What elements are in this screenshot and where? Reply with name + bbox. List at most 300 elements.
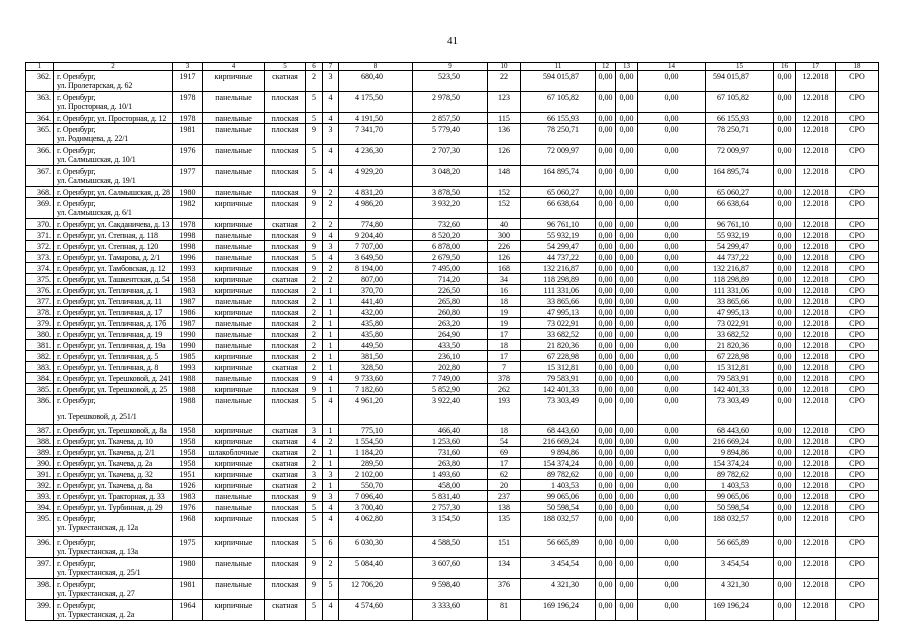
table-row <box>26 166 879 187</box>
cell-method: СРО <box>836 230 879 241</box>
cell-roof-type: плоская <box>265 318 306 329</box>
cell-entrances: 5 <box>323 579 339 600</box>
table-row <box>26 447 879 458</box>
cell-wall-material: панельные <box>203 124 265 145</box>
cell-roof-type: плоская <box>265 124 306 145</box>
cell-deadline: 12.2018 <box>796 373 836 384</box>
cell-year-built: 1987 <box>173 318 203 329</box>
cell-residents: 18 <box>488 296 521 307</box>
cell-roof-type: плоская <box>265 513 306 537</box>
cell-living-area: 466,40 <box>413 425 488 436</box>
cell-entrances: 1 <box>323 329 339 340</box>
cell-method: СРО <box>836 362 879 373</box>
cell-total-area: 381,50 <box>339 351 413 362</box>
cell-deadline: 12.2018 <box>796 113 836 124</box>
cell-deadline: 12.2018 <box>796 318 836 329</box>
cell-col-13: 0,00 <box>616 458 638 469</box>
cell-col-16: 0,00 <box>774 425 796 436</box>
cell-cost: 79 583,91 <box>521 373 596 384</box>
cell-col-12: 0,00 <box>596 373 616 384</box>
cell-total-area: 7 707,00 <box>339 241 413 252</box>
cell-address <box>54 187 173 198</box>
cell-deadline: 12.2018 <box>796 219 836 230</box>
cell-cost: 44 737,22 <box>521 252 596 263</box>
cell-year-built: 1981 <box>173 124 203 145</box>
cell-floors: 4 <box>306 436 323 447</box>
cell-roof-type: скатная <box>265 219 306 230</box>
address-line: ул. Просторная, д. 10/1 <box>57 102 132 111</box>
cell-entrances: 6 <box>323 537 339 558</box>
cell-deadline: 12.2018 <box>796 425 836 436</box>
cell-cost: 55 932,19 <box>521 230 596 241</box>
cell-deadline: 12.2018 <box>796 447 836 458</box>
cell-floors: 9 <box>306 373 323 384</box>
cell-deadline: 12.2018 <box>796 491 836 502</box>
cell-method: СРО <box>836 263 879 274</box>
cell-col-14: 0,00 <box>638 447 706 458</box>
cell-address <box>54 113 173 124</box>
table-row <box>26 351 879 362</box>
address-line: г. Оренбург, ул. Тепличная, д. 19 <box>57 330 163 339</box>
cell-living-area: 9 598,40 <box>413 579 488 600</box>
cell-col-16: 0,00 <box>774 124 796 145</box>
cell-col-13: 0,00 <box>616 558 638 579</box>
table-row <box>26 274 879 285</box>
cell-col-14: 0,00 <box>638 145 706 166</box>
cell-col-12: 0,00 <box>596 219 616 230</box>
cell-living-area: 523,50 <box>413 71 488 92</box>
cell-residents: 378 <box>488 373 521 384</box>
cell-deadline: 12.2018 <box>796 558 836 579</box>
cell-year-built: 1917 <box>173 71 203 92</box>
cell-address <box>54 307 173 318</box>
cell-wall-material: панельные <box>203 187 265 198</box>
cell-col-13: 0,00 <box>616 362 638 373</box>
table-row <box>26 579 879 600</box>
cell-cost: 15 312,81 <box>521 362 596 373</box>
cell-living-area: 6 878,00 <box>413 241 488 252</box>
cell-residents: 18 <box>488 340 521 351</box>
cell-wall-material: панельные <box>203 166 265 187</box>
cell-wall-material: кирпичные <box>203 513 265 537</box>
cell-roof-type: скатная <box>265 71 306 92</box>
cell-address <box>54 241 173 252</box>
cell-roof-type: скатная <box>265 436 306 447</box>
cell-floors: 2 <box>306 285 323 296</box>
cell-roof-type: плоская <box>265 241 306 252</box>
address-line: г. Оренбург, <box>57 538 96 547</box>
cell-col-15: 594 015,87 <box>706 71 774 92</box>
column-header-6: 6 <box>306 63 323 71</box>
cell-deadline: 12.2018 <box>796 537 836 558</box>
cell-total-area: 4 236,30 <box>339 145 413 166</box>
address-line: ул. Туркестанская, д. 27 <box>57 589 135 598</box>
address-line: ул. Салмышская, д. 19/1 <box>57 176 136 185</box>
cell-col-16: 0,00 <box>774 318 796 329</box>
cell-deadline: 12.2018 <box>796 502 836 513</box>
cell-living-area: 2 679,50 <box>413 252 488 263</box>
cell-address <box>54 469 173 480</box>
cell-living-area: 265,80 <box>413 296 488 307</box>
cell-floors: 9 <box>306 384 323 395</box>
cell-deadline: 12.2018 <box>796 307 836 318</box>
cell-deadline: 12.2018 <box>796 166 836 187</box>
cell-total-area: 370,70 <box>339 285 413 296</box>
cell-col-15: 66 155,93 <box>706 113 774 124</box>
cell-living-area: 3 878,50 <box>413 187 488 198</box>
cell-address <box>54 436 173 447</box>
cell-wall-material: панельные <box>203 113 265 124</box>
cell-col-14: 0,00 <box>638 71 706 92</box>
cell-col-12: 0,00 <box>596 145 616 166</box>
cell-roof-type: плоская <box>265 395 306 425</box>
cell-living-area: 433,50 <box>413 340 488 351</box>
cell-col-13: 0,00 <box>616 241 638 252</box>
cell-wall-material: панельные <box>203 296 265 307</box>
table-row <box>26 425 879 436</box>
cell-method: СРО <box>836 198 879 219</box>
cell-col-13: 0,00 <box>616 600 638 621</box>
cell-floors: 9 <box>306 124 323 145</box>
cell-total-area: 774,80 <box>339 219 413 230</box>
cell-entrances: 4 <box>323 113 339 124</box>
cell-col-13: 0,00 <box>616 425 638 436</box>
cell-wall-material: кирпичные <box>203 274 265 285</box>
cell-total-area: 12 706,20 <box>339 579 413 600</box>
table-row <box>26 318 879 329</box>
cell-year-built: 1958 <box>173 458 203 469</box>
cell-wall-material: кирпичные <box>203 285 265 296</box>
cell-col-13: 0,00 <box>616 71 638 92</box>
cell-cost: 73 022,91 <box>521 318 596 329</box>
cell-total-area: 550,70 <box>339 480 413 491</box>
cell-deadline: 12.2018 <box>796 124 836 145</box>
cell-deadline: 12.2018 <box>796 92 836 113</box>
cell-col-15: 73 303,49 <box>706 395 774 425</box>
cell-col-13: 0,00 <box>616 579 638 600</box>
cell-method: СРО <box>836 241 879 252</box>
cell-method: СРО <box>836 340 879 351</box>
address-line: г. Оренбург, ул. Терешковой, д. 8а <box>57 426 167 435</box>
cell-col-13: 0,00 <box>616 187 638 198</box>
cell-residents: 123 <box>488 92 521 113</box>
cell-entrances: 1 <box>323 480 339 491</box>
column-header-3: 3 <box>173 63 203 71</box>
cell-col-13: 0,00 <box>616 513 638 537</box>
cell-wall-material: панельные <box>203 491 265 502</box>
cell-total-area: 6 030,30 <box>339 537 413 558</box>
cell-floors: 5 <box>306 600 323 621</box>
cell-cost: 4 321,30 <box>521 579 596 600</box>
cell-living-area: 458,00 <box>413 480 488 491</box>
cell-method: СРО <box>836 318 879 329</box>
cell-year-built: 1993 <box>173 362 203 373</box>
cell-col-15: 118 298,89 <box>706 274 774 285</box>
cell-row-number: 362. <box>26 71 54 92</box>
cell-address <box>54 296 173 307</box>
cell-roof-type: плоская <box>265 145 306 166</box>
cell-row-number: 363. <box>26 92 54 113</box>
cell-living-area: 5 779,40 <box>413 124 488 145</box>
cell-method: СРО <box>836 124 879 145</box>
cell-address <box>54 447 173 458</box>
cell-col-12: 0,00 <box>596 307 616 318</box>
cell-col-13: 0,00 <box>616 491 638 502</box>
cell-col-15: 33 865,66 <box>706 296 774 307</box>
cell-total-area: 4 929,20 <box>339 166 413 187</box>
cell-cost: 56 665,89 <box>521 537 596 558</box>
address-line: ул. Терешковой, д. 251/1 <box>57 412 137 421</box>
address-line: г. Оренбург, <box>57 396 96 405</box>
cell-deadline: 12.2018 <box>796 145 836 166</box>
cell-year-built: 1958 <box>173 274 203 285</box>
cell-col-15: 4 321,30 <box>706 579 774 600</box>
cell-residents: 19 <box>488 318 521 329</box>
cell-cost: 99 065,06 <box>521 491 596 502</box>
cell-entrances: 4 <box>323 252 339 263</box>
cell-col-16: 0,00 <box>774 558 796 579</box>
cell-row-number: 383. <box>26 362 54 373</box>
cell-col-12: 0,00 <box>596 384 616 395</box>
cell-cost: 73 303,49 <box>521 395 596 425</box>
cell-cost: 54 299,47 <box>521 241 596 252</box>
column-header-7: 7 <box>323 63 339 71</box>
cell-col-16: 0,00 <box>774 113 796 124</box>
table-row <box>26 458 879 469</box>
cell-floors: 9 <box>306 491 323 502</box>
cell-method: СРО <box>836 329 879 340</box>
cell-col-13: 0,00 <box>616 230 638 241</box>
column-header-9: 9 <box>413 63 488 71</box>
cell-address <box>54 502 173 513</box>
address-line: г. Оренбург, ул. Ткачева, д. 32 <box>57 470 153 479</box>
address-line: г. Оренбург, ул. Ткачева, д. 8а <box>57 481 153 490</box>
cell-total-area: 775,10 <box>339 425 413 436</box>
cell-col-12: 0,00 <box>596 71 616 92</box>
cell-deadline: 12.2018 <box>796 241 836 252</box>
cell-address <box>54 579 173 600</box>
cell-residents: 152 <box>488 198 521 219</box>
cell-total-area: 4 986,20 <box>339 198 413 219</box>
cell-col-16: 0,00 <box>774 395 796 425</box>
cell-year-built: 1998 <box>173 230 203 241</box>
cell-col-13: 0,00 <box>616 436 638 447</box>
address-line: г. Оренбург, ул. Тамарова, д. 2/1 <box>57 253 161 262</box>
cell-col-16: 0,00 <box>774 480 796 491</box>
table-row <box>26 340 879 351</box>
cell-residents: 17 <box>488 458 521 469</box>
address-line: г. Оренбург, <box>57 601 96 610</box>
cell-col-14: 0,00 <box>638 579 706 600</box>
cell-col-14: 0,00 <box>638 491 706 502</box>
cell-col-16: 0,00 <box>774 296 796 307</box>
cell-wall-material: кирпичные <box>203 480 265 491</box>
cell-residents: 17 <box>488 329 521 340</box>
address-line: ул. Туркестанская, д. 13а <box>57 547 138 556</box>
cell-col-13: 0,00 <box>616 166 638 187</box>
cell-col-16: 0,00 <box>774 362 796 373</box>
cell-col-12: 0,00 <box>596 362 616 373</box>
cell-wall-material: панельные <box>203 252 265 263</box>
cell-cost: 9 894,86 <box>521 447 596 458</box>
cell-method: СРО <box>836 502 879 513</box>
address-line: г. Оренбург, ул. Степная, д. 120 <box>57 242 159 251</box>
cell-living-area: 731,60 <box>413 447 488 458</box>
cell-wall-material: кирпичные <box>203 307 265 318</box>
cell-col-12: 0,00 <box>596 92 616 113</box>
cell-cost: 118 298,89 <box>521 274 596 285</box>
cell-entrances: 2 <box>323 274 339 285</box>
address-line: г. Оренбург, ул. Тепличная, д. 17 <box>57 308 163 317</box>
cell-address <box>54 340 173 351</box>
cell-wall-material: кирпичные <box>203 384 265 395</box>
cell-floors: 2 <box>306 480 323 491</box>
cell-living-area: 1 253,60 <box>413 436 488 447</box>
cell-entrances: 1 <box>323 447 339 458</box>
cell-living-area: 3 048,20 <box>413 166 488 187</box>
cell-entrances: 1 <box>323 384 339 395</box>
cell-floors: 5 <box>306 513 323 537</box>
cell-row-number: 382. <box>26 351 54 362</box>
cell-entrances: 4 <box>323 395 339 425</box>
cell-col-14: 0,00 <box>638 436 706 447</box>
table-row <box>26 145 879 166</box>
table-row <box>26 124 879 145</box>
cell-deadline: 12.2018 <box>796 274 836 285</box>
cell-deadline: 12.2018 <box>796 71 836 92</box>
cell-year-built: 1926 <box>173 480 203 491</box>
cell-residents: 237 <box>488 491 521 502</box>
table-row <box>26 187 879 198</box>
cell-cost: 50 598,54 <box>521 502 596 513</box>
cell-cost: 142 401,33 <box>521 384 596 395</box>
cell-entrances: 1 <box>323 340 339 351</box>
cell-col-13: 0,00 <box>616 537 638 558</box>
cell-col-16: 0,00 <box>774 600 796 621</box>
cell-col-13: 0,00 <box>616 480 638 491</box>
table-row <box>26 502 879 513</box>
cell-col-16: 0,00 <box>774 384 796 395</box>
cell-year-built: 1951 <box>173 469 203 480</box>
cell-year-built: 1998 <box>173 241 203 252</box>
cell-col-14: 0,00 <box>638 395 706 425</box>
cell-living-area: 7 749,00 <box>413 373 488 384</box>
cell-row-number: 396. <box>26 537 54 558</box>
cell-row-number: 378. <box>26 307 54 318</box>
cell-col-15: 47 995,13 <box>706 307 774 318</box>
cell-residents: 69 <box>488 447 521 458</box>
cell-method: СРО <box>836 384 879 395</box>
cell-cost: 67 105,82 <box>521 92 596 113</box>
cell-deadline: 12.2018 <box>796 384 836 395</box>
table-row <box>26 362 879 373</box>
cell-roof-type: скатная <box>265 447 306 458</box>
column-header-14: 14 <box>638 63 706 71</box>
cell-year-built: 1988 <box>173 373 203 384</box>
cell-col-16: 0,00 <box>774 187 796 198</box>
cell-wall-material: шлакоблочные <box>203 447 265 458</box>
cell-residents: 18 <box>488 425 521 436</box>
cell-address <box>54 600 173 621</box>
cell-col-16: 0,00 <box>774 436 796 447</box>
cell-row-number: 394. <box>26 502 54 513</box>
cell-floors: 2 <box>306 318 323 329</box>
cell-col-13: 0,00 <box>616 263 638 274</box>
cell-col-16: 0,00 <box>774 71 796 92</box>
cell-residents: 19 <box>488 307 521 318</box>
cell-total-area: 435,80 <box>339 318 413 329</box>
cell-col-16: 0,00 <box>774 219 796 230</box>
cell-cost: 66 155,93 <box>521 113 596 124</box>
cell-cost: 21 820,36 <box>521 340 596 351</box>
cell-col-13: 0,00 <box>616 502 638 513</box>
cell-living-area: 264,90 <box>413 329 488 340</box>
cell-col-16: 0,00 <box>774 166 796 187</box>
table-row <box>26 480 879 491</box>
cell-address <box>54 198 173 219</box>
cell-total-area: 4 961,20 <box>339 395 413 425</box>
column-header-11: 11 <box>521 63 596 71</box>
cell-wall-material: панельные <box>203 340 265 351</box>
cell-row-number: 366. <box>26 145 54 166</box>
column-header-2: 2 <box>54 63 173 71</box>
table-row <box>26 329 879 340</box>
cell-method: СРО <box>836 537 879 558</box>
cell-row-number: 374. <box>26 263 54 274</box>
cell-roof-type: скатная <box>265 362 306 373</box>
cell-col-14: 0,00 <box>638 285 706 296</box>
cell-residents: 126 <box>488 252 521 263</box>
cell-col-12: 0,00 <box>596 469 616 480</box>
cell-entrances: 1 <box>323 285 339 296</box>
cell-floors: 9 <box>306 198 323 219</box>
cell-living-area: 7 495,00 <box>413 263 488 274</box>
cell-total-area: 432,00 <box>339 307 413 318</box>
cell-deadline: 12.2018 <box>796 252 836 263</box>
cell-deadline: 12.2018 <box>796 362 836 373</box>
cell-entrances: 2 <box>323 198 339 219</box>
cell-roof-type: плоская <box>265 329 306 340</box>
cell-col-14: 0,00 <box>638 307 706 318</box>
cell-row-number: 367. <box>26 166 54 187</box>
cell-residents: 135 <box>488 513 521 537</box>
cell-col-14: 0,00 <box>638 252 706 263</box>
cell-entrances: 2 <box>323 219 339 230</box>
cell-col-16: 0,00 <box>774 263 796 274</box>
cell-address <box>54 274 173 285</box>
cell-address <box>54 491 173 502</box>
address-line: г. Оренбург, <box>57 559 96 568</box>
cell-col-12: 0,00 <box>596 274 616 285</box>
cell-method: СРО <box>836 469 879 480</box>
cell-method: СРО <box>836 252 879 263</box>
cell-year-built: 1977 <box>173 166 203 187</box>
cell-entrances: 4 <box>323 230 339 241</box>
cell-col-12: 0,00 <box>596 241 616 252</box>
table-row <box>26 219 879 230</box>
address-line: г. Оренбург, ул. Терешковой, д. 241 <box>57 374 171 383</box>
column-header-12: 12 <box>596 63 616 71</box>
cell-year-built: 1976 <box>173 145 203 166</box>
cell-col-13: 0,00 <box>616 340 638 351</box>
address-line: г. Оренбург, ул. Тракторная, д. 33 <box>57 492 165 501</box>
address-line: г. Оренбург, ул. Терешковой, д. 25 <box>57 385 168 394</box>
cell-col-15: 79 583,91 <box>706 373 774 384</box>
cell-roof-type: плоская <box>265 113 306 124</box>
cell-col-12: 0,00 <box>596 263 616 274</box>
cell-floors: 9 <box>306 579 323 600</box>
cell-col-16: 0,00 <box>774 198 796 219</box>
